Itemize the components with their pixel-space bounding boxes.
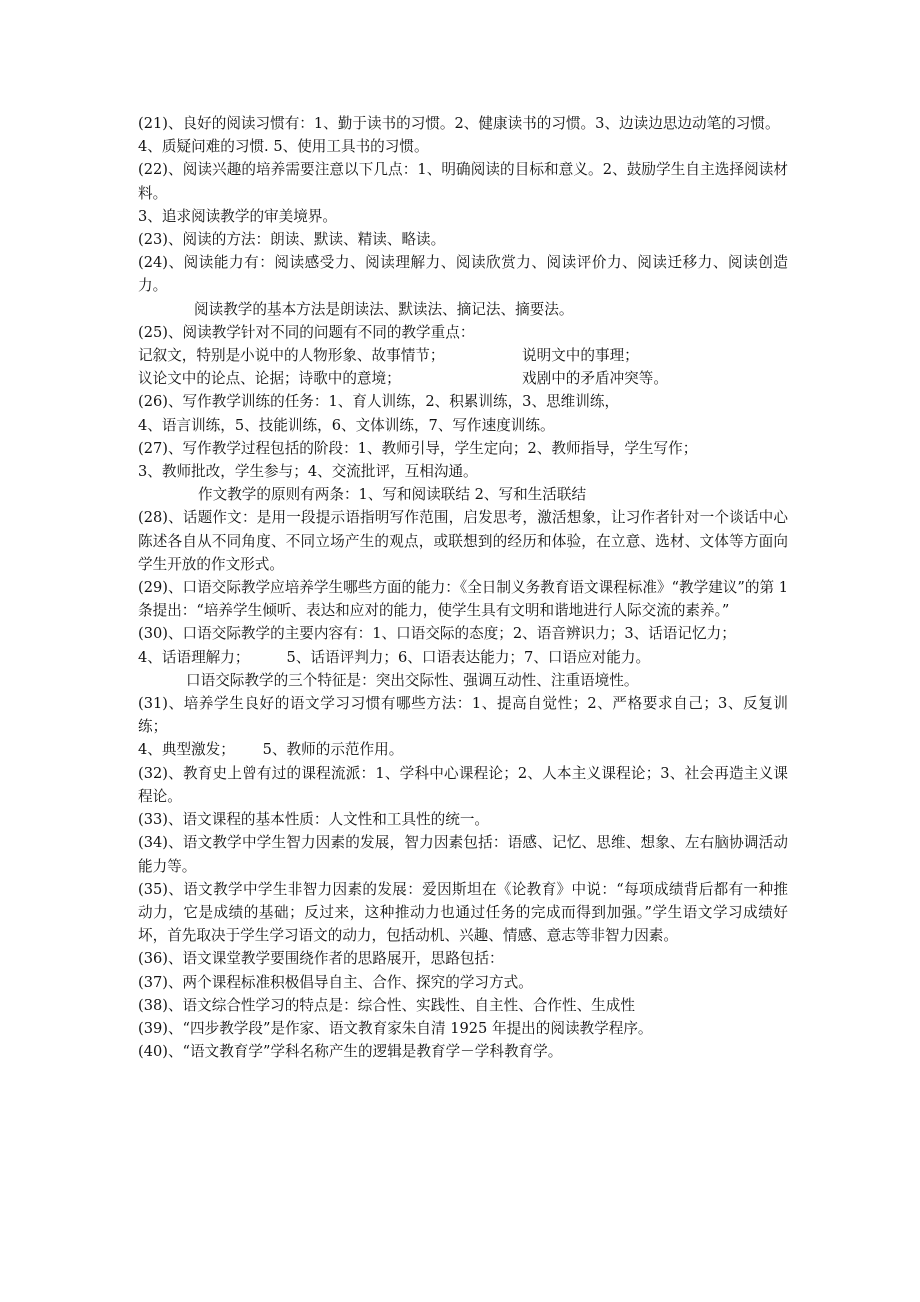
paragraph-25-row-2 [138,367,788,390]
paragraph-25-row-1 [138,344,788,367]
row-2-left: 议论文中的论点、论据；诗歌中的意境； [138,370,401,388]
paragraph-39: (39)、“四步教学段”是作家、语文教育家朱自清 1925 年提出的阅读教学程序。 [138,1019,653,1037]
paragraph-32: (32)、教育史上曾有过的课程流派：1、学科中心课程论；2、人本主义课程论；3、社会再造主义课程论。 [138,764,788,805]
paragraph-24: (24)、阅读能力有：阅读感受力、阅读理解力、阅读欣赏力、阅读评价力、阅读迁移力、阅读创造力。 [138,254,788,295]
row-2-right: 戏剧中的矛盾冲突等。 [522,370,668,388]
paragraph-21: (21)、良好的阅读习惯有：1、勤于读书的习惯。2、健康读书的习惯。3、边读边思边动笔的习惯。 [138,115,780,132]
paragraph-36: (36)、语文课堂教学要围绕作者的思路展开，思路包括： [138,950,504,968]
paragraph-23: (23)、阅读的方法：朗读、默读、精读、略读。 [138,231,446,249]
paragraph-35: (35)、语文教学中学生非智力因素的发展：爱因斯坦在《论教育》中说：“每项成绩背后都有一种推动力，它是成绩的基础；反过来，这种推动力也通过任务的完成而得到加强。”学生语文学习成绩好坏，首先取决于学生学习语文的动力，包括动机、兴趣、情感、意志等非智力因素。 [138,880,788,945]
row-1-left: 记叙文，特别是小说中的人物形象、故事情节； [138,347,445,365]
paragraph-25: (25)、阅读教学针对不同的问题有不同的教学重点： [138,323,475,341]
paragraph-26: (26)、写作教学训练的任务：1、育人训练，2、积累训练，3、思维训练， [138,393,620,411]
paragraph-31-continued: 4、典型激发； 5、教师的示范作用。 [138,741,404,759]
paragraph-31: (31)、培养学生良好的语文学习习惯有哪些方法：1、提高自觉性；2、严格要求自己；3、反复训练； [138,695,788,736]
paragraph-27-continued: 3、教师批改，学生参与；4、交流批评，互相沟通。 [138,463,478,481]
paragraph-oral-features: 口语交际教学的三个特征是：突出交际性、强调互动性、注重语境性。 [186,671,639,689]
paragraph-33: (33)、语文课程的基本性质：人文性和工具性的统一。 [138,811,490,829]
paragraph-38: (38)、语文综合性学习的特点是：综合性、实践性、自主性、合作性、生成性 [138,996,635,1014]
paragraph-40: (40)、“语文教育学”学科名称产生的逻辑是教育学－学科教育学。 [138,1043,563,1061]
paragraph-34: (34)、语文教学中学生智力因素的发展，智力因素包括：语感、记忆、思维、想象、左右脑协调活动能力等。 [138,834,788,875]
paragraph-30: (30)、口语交际教学的主要内容有：1、口语交际的态度；2、语音辨识力；3、话语记忆力； [138,625,736,643]
paragraph-writing-principles: 作文教学的原则有两条：1、写和阅读联结 2、写和生活联结 [198,486,587,504]
paragraph-29: (29)、口语交际教学应培养学生哪些方面的能力：《全日制义务教育语文课程标准》“教学建议”的第 1 条提出：“培养学生倾听、表达和应对的能力，使学生具有文明和谐地进行人际交流的素养。” [138,579,788,620]
document-body [138,112,788,1063]
paragraph-22-continued: 3、追求阅读教学的审美境界。 [138,207,338,225]
paragraph-reading-methods: 阅读教学的基本方法是朗读法、默读法、摘记法、摘要法。 [194,300,574,318]
paragraph-21-continued: 4、质疑问难的习惯. 5、使用工具书的习惯。 [138,138,429,156]
paragraph-37: (37)、两个课程标准积极倡导自主、合作、探究的学习方式。 [138,973,533,991]
paragraph-28: (28)、话题作文：是用一段提示语指明写作范围，启发思考，激活想象，让习作者针对一个谈话中心陈述各自从不同角度、不同立场产生的观点，或联想到的经历和体验，在立意、选材、文体等方面向学生开放的作文形式。 [138,509,788,573]
paragraph-27: (27)、写作教学过程包括的阶段：1、教师引导，学生定向；2、教师指导，学生写作； [138,439,698,457]
row-1-right: 说明文中的事理； [522,347,639,365]
paragraph-22: (22)、阅读兴趣的培养需要注意以下几点：1、明确阅读的目标和意义。2、鼓励学生自主选择阅读材料。 [138,161,788,202]
paragraph-26-continued: 4、语言训练，5、技能训练，6、文体训练，7、写作速度训练。 [138,416,555,434]
paragraph-30-continued: 4、话语理解力； 5、话语评判力；6、口语表达能力；7、口语应对能力。 [138,648,651,666]
